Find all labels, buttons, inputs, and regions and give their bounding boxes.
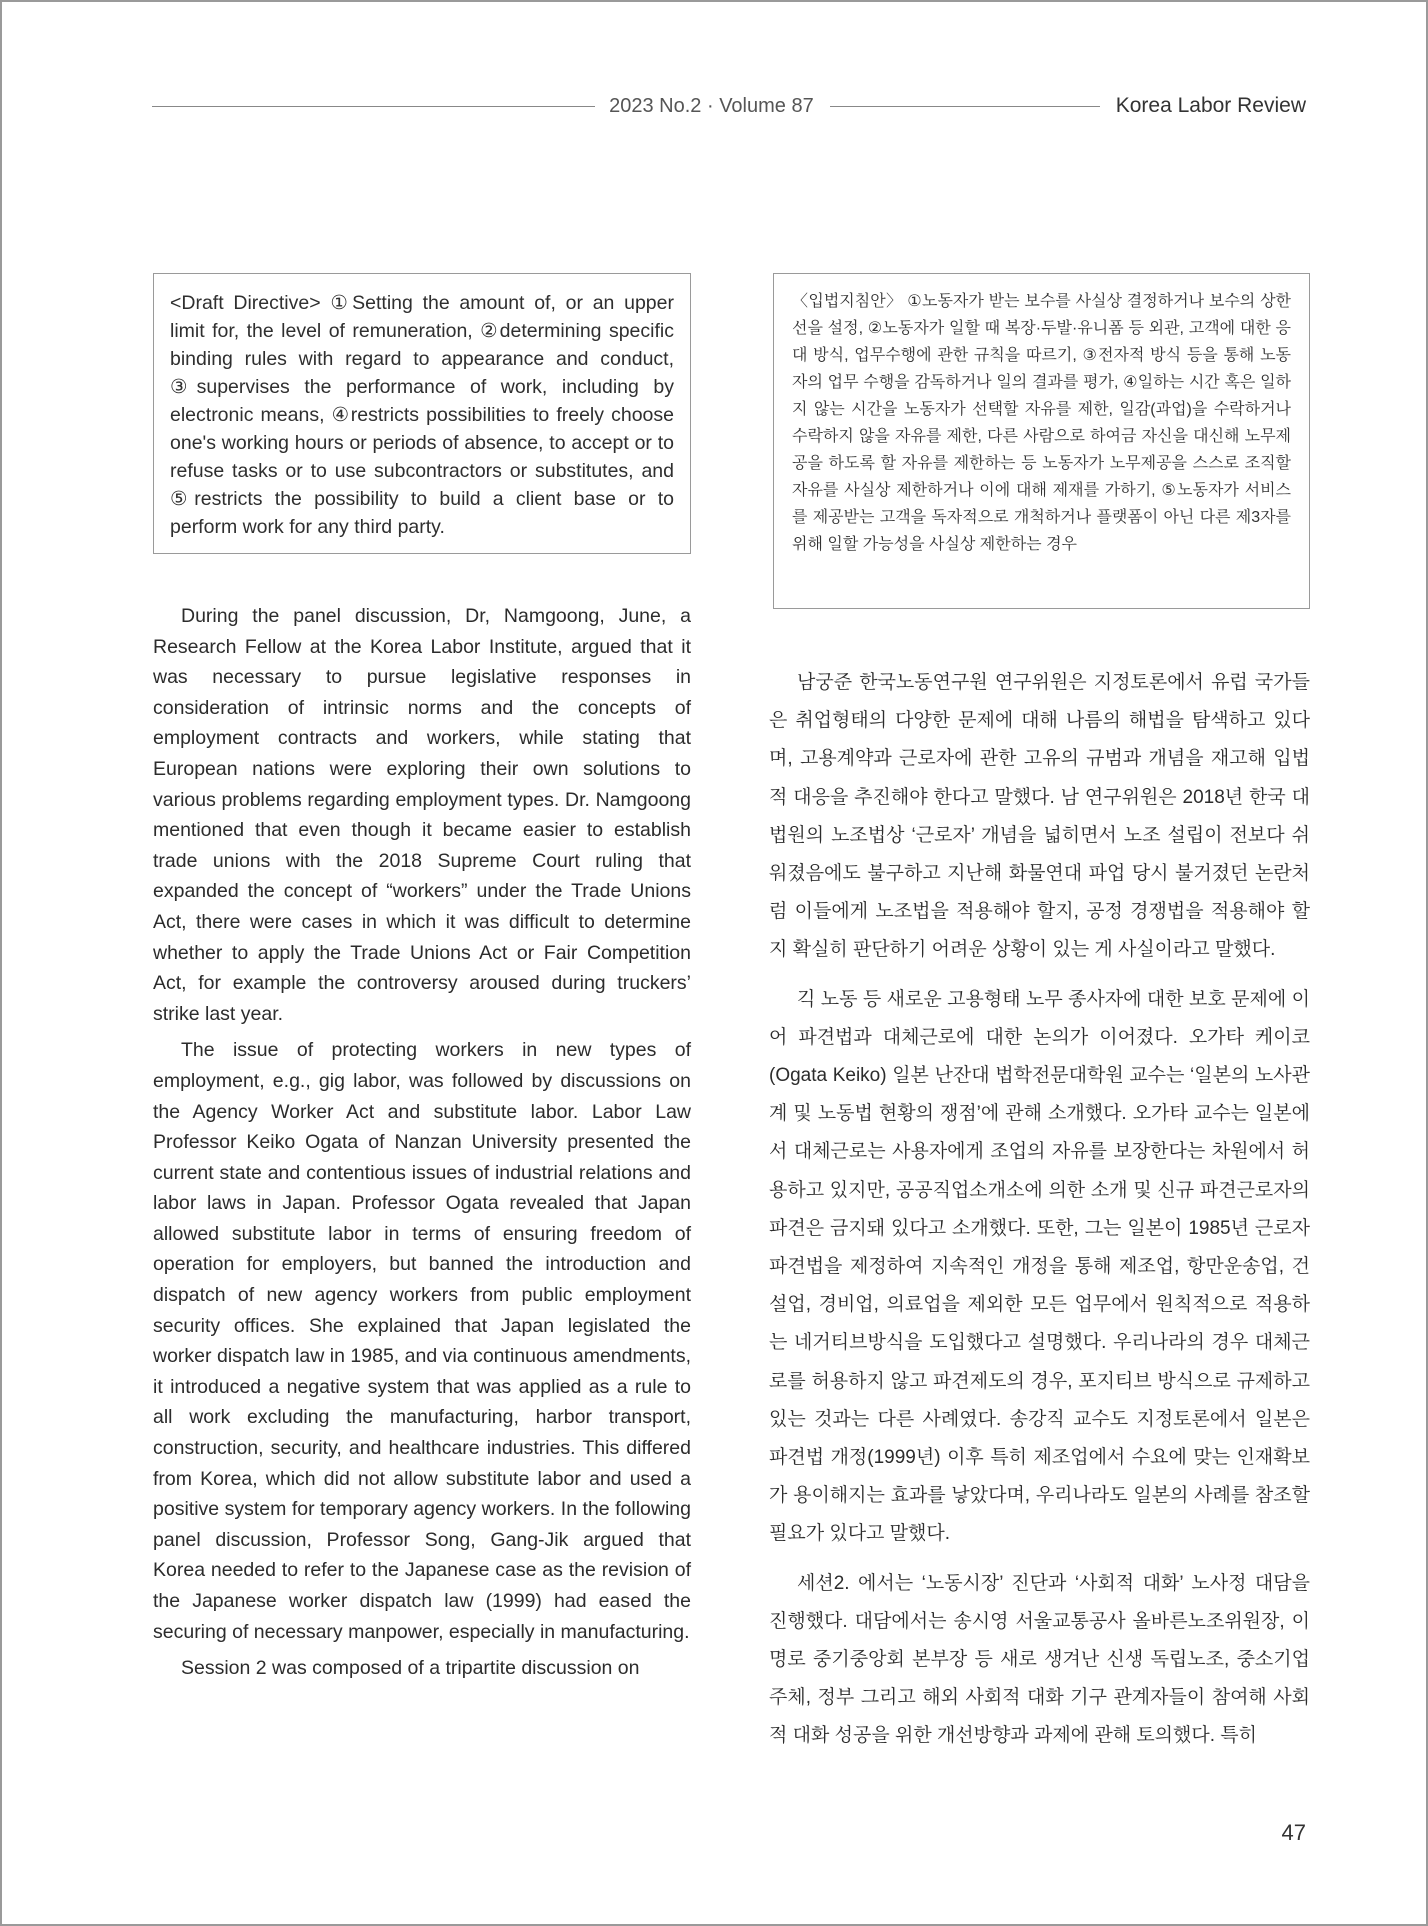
- draft-directive-box-english: [153, 273, 691, 554]
- header-rule-middle: [830, 106, 1100, 107]
- korean-paragraph-3: 세션2. 에서는 ‘노동시장’ 진단과 ‘사회적 대화’ 노사정 대담을 진행했다. 대담에서는 송시영 서울교통공사 올바른노조위원장, 이명로 중기중앙회 본부장 등 새로 생겨난 신생 독립노조, 중소기업 주체, 정부 그리고 해외 사회적 대화 기구 관계자들이 참여해 사회적 대화 성공을 위한 개선방향과 과제에 관해 토의했다. 특히: [769, 1572, 1310, 1747]
- journal-title: Korea Labor Review: [1115, 94, 1306, 117]
- draft-directive-box-korean: [773, 273, 1310, 609]
- korean-paragraph-2: 긱 노동 등 새로운 고용형태 노무 종사자에 대한 보호 문제에 이어 파견법과 대체근로에 대한 논의가 이어졌다. 오가타 케이코(Ogata Keiko) 일본 난잔대 법학전문대학원 교수는 ‘일본의 노사관계 및 노동법 현황의 쟁점’에 관해 소개했다. 오가타 교수는 일본에서 대체근로는 사용자에게 조업의 자유를 보장한다는 차원에서 허용하고 있지만, 공공직업소개소에 의한 소개 및 신규 파견근로자의 파견은 금지돼 있다고 소개했다. 또한, 그는 일본이 1985년 근로자파견법을 제정하여 지속적인 개정을 통해 제조업, 항만운송업, 건설업, 경비업, 의료업을 제외한 모든 업무에서 원칙적으로 적용하는 네거티브방식을 도입했다고 설명했다. 우리나라의 경우 대체근로를 허용하지 않고 파견제도의 경우, 포지티브 방식으로 규제하고 있는 것과는 다른 사례였다. 송강직 교수도 지정토론에서 일본은 파견법 개정(1999년) 이후 특히 제조업에서 수요에 맞는 인재확보가 용이해지는 효과를 낳았다며, 우리나라도 일본의 사례를 참조할 필요가 있다고 말했다.: [769, 988, 1310, 1545]
- draft-directive-text-korean: 〈입법지침안〉 ①노동자가 받는 보수를 사실상 결정하거나 보수의 상한선을 설정, ②노동자가 일할 때 복장·두발·유니폼 등 외관, 고객에 대한 응대 방식, 업무수행에 관한 규칙을 따르기, ③전자적 방식 등을 통해 노동자의 업무 수행을 감독하거나 일의 결과를 평가, ④일하는 시간 혹은 일하지 않는 시간을 노동자가 선택할 자유를 제한, 일감(과업)을 수락하거나 수락하지 않을 자유를 제한, 다른 사람으로 하여금 자신을 대신해 노무제공을 하도록 할 자유를 제한하는 등 노동자가 노무제공을 스스로 조직할 자유를 사실상 제한하거나 이에 대해 제재를 가하기, ⑤노동자가 서비스를 제공받는 고객을 독자적으로 개척하거나 플랫폼이 아닌 다른 제3자를 위해 일할 가능성을 사실상 제한하는 경우: [792, 293, 1291, 553]
- english-paragraph-1: During the panel discussion, Dr, Namgoong, June, a Research Fellow at the Korea Labor Institute, argued that it was necessary to pursue legislative responses in consideration of intrinsic norms and the concepts of employment contracts and workers, while stating that European nations were exploring their own solutions to various problems regarding employment types. Dr. Namgoong mentioned that even though it became easier to establish trade unions with the 2018 Supreme Court ruling that expanded the concept of “workers” under the Trade Unions Act, there were cases in which it was difficult to determine whether to apply the Trade Unions Act or Fair Competition Act, for example the controversy aroused during truckers’ strike last year.: [153, 605, 691, 1025]
- header-rule-left: [152, 106, 595, 107]
- issue-label: 2023 No.2 · Volume 87: [609, 94, 814, 117]
- english-column: [153, 601, 691, 1684]
- korean-paragraph-1: 남궁준 한국노동연구원 연구위원은 지정토론에서 유럽 국가들은 취업형태의 다양한 문제에 대해 나름의 해법을 탐색하고 있다며, 고용계약과 근로자에 관한 고유의 규범과 개념을 재고해 입법적 대응을 추진해야 한다고 말했다. 남 연구위원은 2018년 한국 대법원의 노조법상 ‘근로자’ 개념을 넓히면서 노조 설립이 전보다 쉬워졌음에도 불구하고 지난해 화물연대 파업 당시 불거졌던 논란처럼 이들에게 노조법을 적용해야 할지, 공정 경쟁법을 적용해야 할지 확실히 판단하기 어려운 상황이 있는 게 사실이라고 말했다.: [769, 672, 1310, 961]
- draft-directive-text-english: <Draft Directive> ①Setting the amount of, or an upper limit for, the level of remuneration, ②determining specific binding rules with regard to appearance and conduct, ③supervises the performance of work, including by electronic means, ④restricts possibilities to freely choose one's working hours or periods of absence, to accept or to refuse tasks or to use subcontractors or substitutes, and ⑤restricts the possibility to build a client base or to perform work for any third party.: [170, 292, 674, 538]
- english-paragraph-2: The issue of protecting workers in new types of employment, e.g., gig labor, was followed by discussions on the Agency Worker Act and substitute labor. Labor Law Professor Keiko Ogata of Nanzan University presented the current state and contentious issues of industrial relations and labor laws in Japan. Professor Ogata revealed that Japan allowed substitute labor in terms of ensuring freedom of operation for employers, but banned the introduction and dispatch of new agency workers from public employment security offices. She explained that Japan legislated the worker dispatch law in 1985, and via continuous amendments, it introduced a negative system that was applied as a rule to all work excluding the manufacturing, harbor transport, construction, security, and healthcare industries. This differed from Korea, which did not allow substitute labor and used a positive system for temporary agency workers. In the following panel discussion, Professor Song, Gang-Jik argued that Korea needed to refer to the Japanese case as the revision of the Japanese worker dispatch law (1999) had eased the securing of necessary manpower, especially in manufacturing.: [153, 1039, 691, 1643]
- page-number: 47: [1281, 1820, 1306, 1845]
- english-paragraph-3: Session 2 was composed of a tripartite discussion on: [181, 1657, 640, 1680]
- korean-column: [769, 664, 1310, 1756]
- running-header: [152, 88, 1306, 124]
